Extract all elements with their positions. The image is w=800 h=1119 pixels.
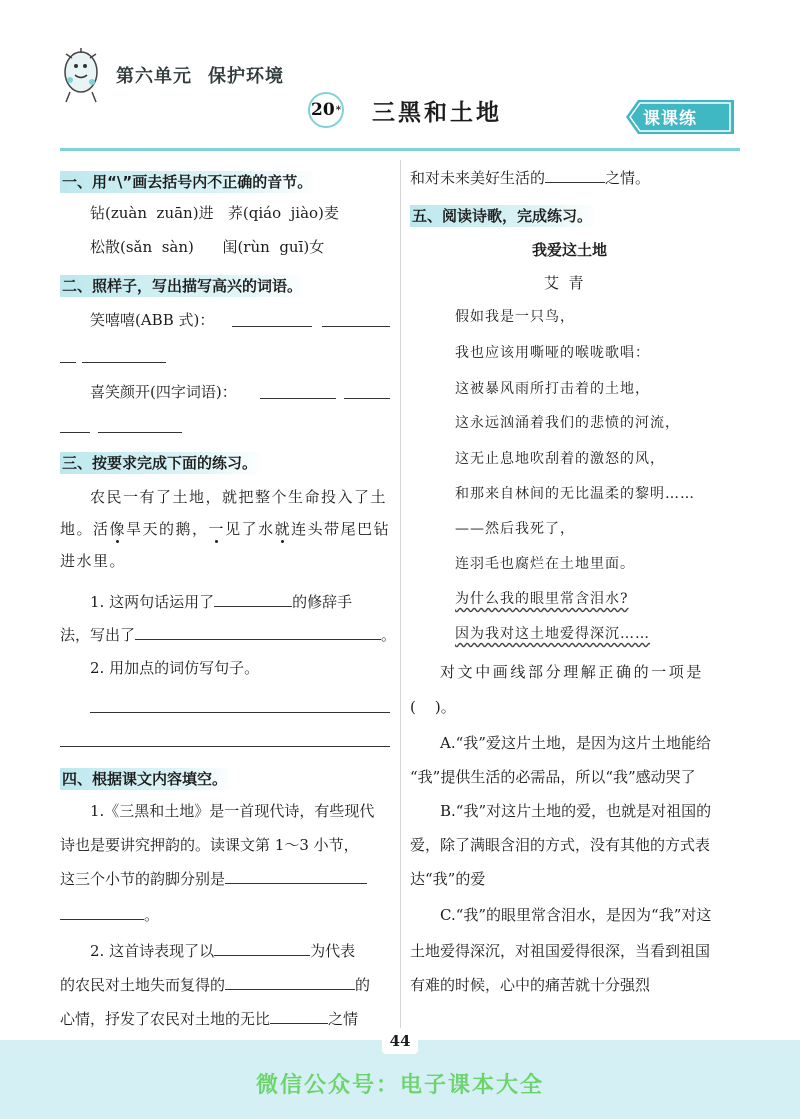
poem-underlined-text: 因为我对这土地爱得深沉……: [455, 626, 650, 642]
answer-blank[interactable]: [232, 326, 312, 327]
answer-blank[interactable]: [135, 625, 381, 640]
dotted-word: 就: [274, 520, 292, 538]
question4-2-line2: [60, 975, 370, 995]
poem-title: 我爱这土地: [532, 241, 608, 259]
answer-blank[interactable]: [260, 398, 336, 399]
question4-2-continued: [410, 168, 650, 188]
question5-answer-bracket[interactable]: ( )。: [410, 698, 456, 716]
question-text: 和对未来美好生活的: [410, 169, 546, 187]
question3-1: [90, 592, 352, 612]
question4-2-line1: [90, 941, 355, 961]
answer-blank[interactable]: [225, 975, 355, 990]
unit-theme: 保护环境: [208, 66, 284, 87]
question5-prompt: 对文中画线部分理解正确的一项是: [440, 663, 705, 681]
section1-line1: 钻(zuàn zuān)进 荞(qiáo jiào)麦: [90, 204, 339, 222]
question-text: 的修辞手: [292, 593, 353, 611]
dotted-word: 像: [109, 520, 127, 538]
question-text: 这三个小节的韵脚分别是: [60, 870, 226, 888]
unit-title: [116, 62, 284, 88]
question4-1-line4: [60, 905, 159, 925]
option-c-line1: C.“我”的眼里常含泪水，是因为“我”对这: [440, 906, 712, 924]
option-b-line2: 爱，除了满眼含泪的方式，没有其他的方式表: [410, 836, 711, 854]
question-text: 为代表: [310, 942, 356, 960]
lesson-optional-mark: *: [335, 104, 341, 116]
poem-line: 这被暴风雨所打击着的土地，: [455, 381, 650, 397]
lesson-title: 三黑和土地: [372, 100, 502, 126]
question-text: 心情，抒发了农民对土地的无比: [60, 1010, 271, 1028]
question-text: 。: [381, 626, 397, 644]
poem-line-underlined: [455, 624, 650, 644]
section2-title: 二、照样子，写出描写高兴的词语。: [60, 275, 308, 297]
answer-blank[interactable]: [82, 362, 166, 363]
poem-line: 这永远汹涌着我们的悲愤的河流，: [455, 415, 680, 431]
answer-line[interactable]: [60, 746, 390, 747]
poem-line-underlined: [455, 589, 629, 609]
option-c-line3: 有难的时候，心中的痛苦就十分强烈: [410, 976, 651, 994]
dotted-word: 一: [208, 520, 226, 538]
question-text: 。: [144, 906, 160, 924]
passage-text: 了水: [241, 520, 275, 538]
question-text: 之情: [328, 1010, 359, 1028]
mascot-illustration: [56, 42, 106, 104]
passage-text: 旱天的鹅，: [126, 520, 209, 538]
question-text: 的: [355, 976, 371, 994]
answer-line[interactable]: [90, 712, 390, 713]
unit-number: 第六单元: [116, 66, 192, 87]
section2-example2: 喜笑颜开(四字词语)：: [90, 383, 237, 401]
section4-title: 四、根据课文内容填空。: [60, 768, 233, 790]
answer-blank[interactable]: [344, 398, 390, 399]
question4-1-line2: 诗也是要讲究押韵的。读课文第 1～3 小节，: [60, 836, 359, 854]
answer-blank[interactable]: [322, 326, 390, 327]
passage-line3: 进水里。: [60, 552, 127, 570]
passage-line2: [60, 519, 390, 539]
lesson-number-badge: [308, 92, 344, 128]
answer-blank[interactable]: [214, 592, 292, 607]
poem-line: ——然后我死了，: [455, 521, 575, 537]
answer-blank[interactable]: [214, 941, 310, 956]
practice-tag-label: 课课练: [643, 109, 697, 129]
passage-text: 见: [225, 520, 242, 538]
watermark-text: 微信公众号：电子课本大全: [255, 1073, 544, 1098]
section2-example1: 笑嘻嘻(ABB 式)：: [90, 311, 215, 329]
header-divider: [60, 148, 740, 151]
option-b-line3: 达“我”的爱: [410, 870, 486, 888]
question-text: 法，写出了: [60, 626, 136, 644]
page-number: 44: [382, 1028, 418, 1054]
option-c-line2: 土地爱得深沉，对祖国爱得很深，当看到祖国: [410, 942, 711, 960]
option-a-line2: “我”提供生活的必需品，所以“我”感动哭了: [410, 768, 696, 786]
poem-line: 我也应该用嘶哑的喉咙歌唱：: [455, 345, 650, 361]
question-text: 之情。: [605, 169, 651, 187]
question3-2: 2. 用加点的词仿写句子。: [90, 659, 260, 677]
passage-line1: 农民一有了土地，就把整个生命投入了土: [90, 488, 388, 506]
poem-author: 艾 青: [544, 274, 584, 292]
poem-line: 这无止息地吹刮着的激怒的风，: [455, 451, 665, 467]
option-a-line1: A.“我”爱这片土地，是因为这片土地能给: [440, 734, 711, 752]
section3-title: 三、按要求完成下面的练习。: [60, 452, 263, 474]
poem-line: 和那来自林间的无比温柔的黎明……: [455, 486, 695, 502]
poem-line: 假如我是一只鸟，: [455, 309, 575, 325]
question3-1-cont: [60, 625, 396, 645]
option-b-line1: B.“我”对这片土地的爱，也就是对祖国的: [440, 802, 712, 820]
answer-blank[interactable]: [60, 905, 144, 920]
section1-title: 一、用“\”画去括号内不正确的音节。: [60, 171, 318, 193]
question4-1-line3: [60, 869, 367, 889]
column-divider: [400, 160, 401, 1030]
answer-blank[interactable]: [60, 432, 90, 433]
question-text: 1. 这两句话运用了: [90, 593, 215, 611]
question-text: 2. 这首诗表现了以: [90, 942, 215, 960]
answer-blank[interactable]: [60, 362, 76, 363]
answer-blank[interactable]: [270, 1009, 328, 1024]
poem-underlined-text: 为什么我的眼里常含泪水?: [455, 591, 629, 607]
section5-title: 五、阅读诗歌，完成练习。: [410, 205, 598, 227]
passage-text: 连头带尾巴钻: [291, 520, 391, 538]
answer-blank[interactable]: [225, 869, 367, 884]
answer-blank[interactable]: [545, 168, 605, 183]
question-text: 的农民对土地失而复得的: [60, 976, 226, 994]
section1-line2: 松散(sǎn sàn) 闺(rùn guī)女: [90, 238, 325, 256]
passage-text: 地。活: [60, 520, 110, 538]
lesson-number: 20: [311, 100, 335, 120]
answer-blank[interactable]: [98, 432, 182, 433]
poem-line: 连羽毛也腐烂在土地里面。: [455, 556, 635, 572]
question4-1-line1: 1.《三黑和土地》是一首现代诗，有些现代: [90, 802, 375, 820]
question4-2-line3: [60, 1009, 358, 1029]
